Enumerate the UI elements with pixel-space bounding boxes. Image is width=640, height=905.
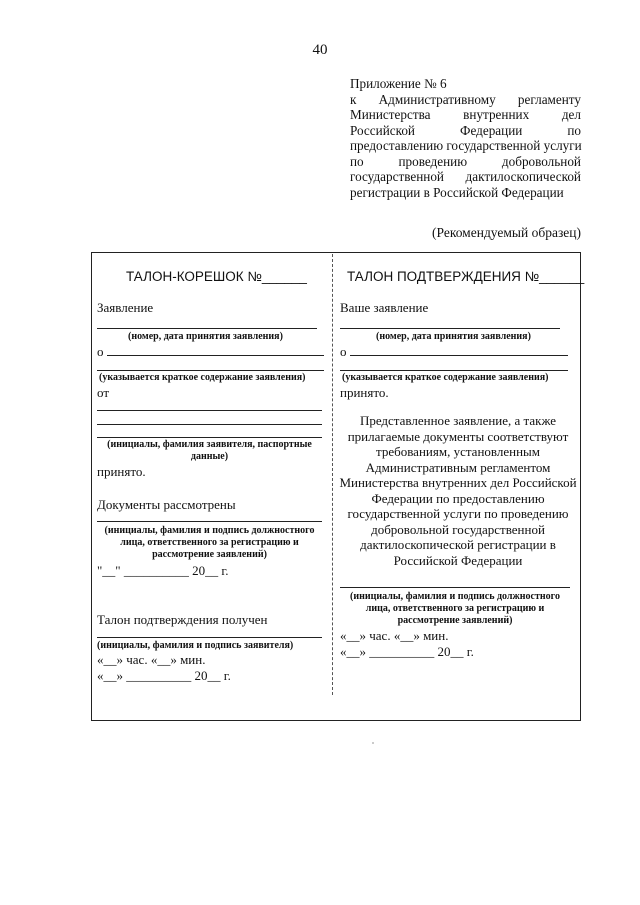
stub-summary-caption: (указывается краткое содержание заявления) xyxy=(99,372,306,383)
appendix-line: предоставлению государственной услуги xyxy=(350,138,582,153)
sample-note: (Рекомендуемый образец) xyxy=(432,225,581,240)
confirmation-accepted: принято. xyxy=(340,385,389,400)
stub-about-line[interactable] xyxy=(107,355,324,356)
stub-statement-line[interactable] xyxy=(97,328,317,329)
stub-date-line-2[interactable]: «__» __________ 20__ г. xyxy=(97,668,231,683)
stub-applicant-line-2[interactable] xyxy=(97,424,322,425)
stub-statement-label: Заявление xyxy=(97,300,154,315)
confirmation-statement-caption: (номер, дата принятия заявления) xyxy=(376,331,531,342)
page-number: 40 xyxy=(312,42,328,58)
stub-header: ТАЛОН-КОРЕШОК №______ xyxy=(126,269,307,284)
stub-applicant-line-3[interactable] xyxy=(97,437,322,438)
confirmation-summary-line[interactable] xyxy=(340,370,568,371)
tear-line-divider xyxy=(332,254,333,695)
stub-applicant-line-1[interactable] xyxy=(97,410,322,411)
confirmation-summary-caption: (указывается краткое содержание заявления) xyxy=(342,372,549,383)
confirmation-official-line[interactable] xyxy=(340,587,570,588)
appendix-line: государственной дактилоскопической xyxy=(350,169,581,184)
appendix-line: к Административному регламенту xyxy=(350,91,581,107)
stub-applicant-sign-line[interactable] xyxy=(97,637,322,638)
stub-official-line[interactable] xyxy=(97,521,322,522)
confirmation-header: ТАЛОН ПОДТВЕРЖДЕНИЯ №______ xyxy=(347,269,585,284)
stub-time-line[interactable]: «__» час. «__» мин. xyxy=(97,652,206,667)
confirmation-statement-label: Ваше заявление xyxy=(340,300,429,315)
stub-from-label: от xyxy=(97,385,110,400)
appendix-line: регистрации в Российской Федерации xyxy=(350,184,564,200)
stub-receipt-received: Талон подтверждения получен xyxy=(97,612,268,627)
appendix-line: по проведению добровольной xyxy=(350,153,581,169)
confirmation-statement-line[interactable] xyxy=(340,328,560,329)
appendix-line: Приложение № 6 xyxy=(350,76,447,91)
stub-docs-reviewed: Документы рассмотрены xyxy=(97,497,236,512)
confirmation-official-caption: (инициалы, фамилия и подпись должностного лица, ответственного за регистрацию и рассмотрение заявлений) xyxy=(350,591,560,626)
stub-statement-caption: (номер, дата принятия заявления) xyxy=(128,331,283,342)
confirmation-date-line[interactable]: «__» __________ 20__ г. xyxy=(340,644,474,659)
stub-official-caption: (инициалы, фамилия и подпись должностного лица, ответственного за регистрацию и рассмотрение заявлений) xyxy=(104,525,315,560)
confirmation-paragraph: Представленное заявление, а также прилагаемые документы соответствуют требованиям, установленным Административным регламентом Министерства внутренних дел Российской Федерации по предоставлению государственной услуги по проведению добровольной государственной дактилоскопической регистрации в Российской Федерации xyxy=(339,413,577,568)
stub-summary-line[interactable] xyxy=(97,370,324,371)
appendix-heading xyxy=(350,76,581,200)
confirmation-time-line[interactable]: «__» час. «__» мин. xyxy=(340,628,449,643)
confirmation-about-line[interactable] xyxy=(350,355,568,356)
scan-speck xyxy=(372,742,374,744)
appendix-line: Российской Федерации по xyxy=(350,122,581,138)
stub-date-line[interactable]: "__" __________ 20__ г. xyxy=(97,563,229,578)
stub-accepted: принято. xyxy=(97,464,146,479)
stub-applicant-caption: (инициалы, фамилия заявителя, паспортные данные) xyxy=(107,439,312,462)
stub-applicant-sign-caption: (инициалы, фамилия и подпись заявителя) xyxy=(97,640,294,651)
appendix-line: Министерства внутренних дел xyxy=(350,107,581,122)
confirmation-about-prefix: о xyxy=(340,344,347,359)
stub-about-prefix: о xyxy=(97,344,104,359)
